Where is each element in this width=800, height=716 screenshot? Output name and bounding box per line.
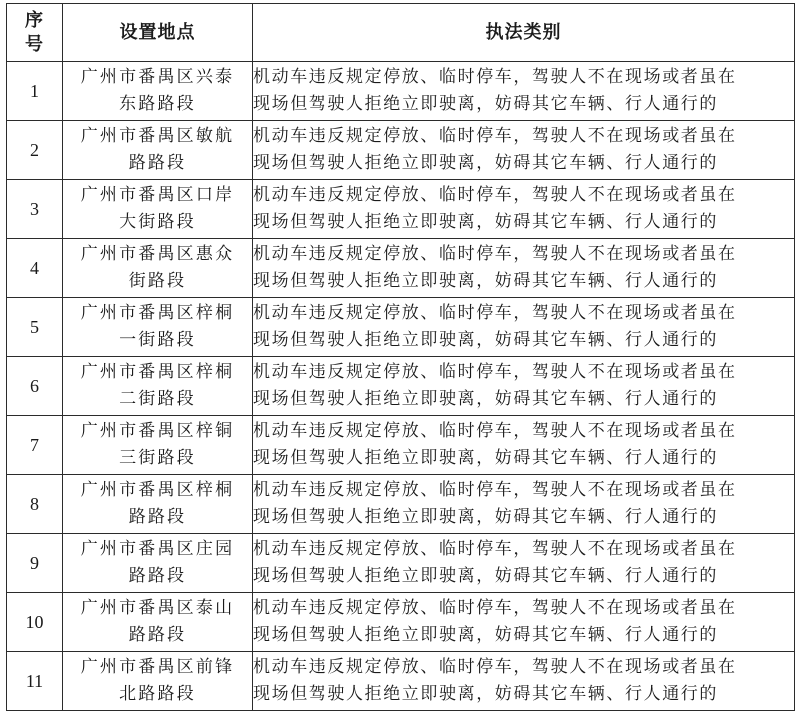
location-cell xyxy=(63,62,253,121)
location-line1: 广州市番禺区兴泰 xyxy=(80,67,235,87)
table-row xyxy=(7,593,795,652)
serial-number-cell: 10 xyxy=(7,593,63,652)
category-line1: 机动车违反规定停放、临时停车，驾驶人不在现场或者虽在 xyxy=(253,598,737,618)
header-serial-line2: 号 xyxy=(25,33,44,55)
serial-number-cell: 5 xyxy=(7,298,63,357)
category-line2: 现场但驾驶人拒绝立即驶离，妨碍其它车辆、行人通行的 xyxy=(253,153,718,173)
serial-number-cell: 1 xyxy=(7,62,63,121)
category-cell xyxy=(253,475,795,534)
category-cell xyxy=(253,534,795,593)
serial-number-cell: 11 xyxy=(7,652,63,711)
category-line1: 机动车违反规定停放、临时停车，驾驶人不在现场或者虽在 xyxy=(253,67,737,87)
header-category: 执法类别 xyxy=(253,4,795,62)
serial-number-cell: 6 xyxy=(7,357,63,416)
location-cell xyxy=(63,475,253,534)
category-line2: 现场但驾驶人拒绝立即驶离，妨碍其它车辆、行人通行的 xyxy=(253,448,718,468)
table-row xyxy=(7,475,795,534)
location-line1: 广州市番禺区泰山 xyxy=(80,598,235,618)
serial-number-cell: 7 xyxy=(7,416,63,475)
location-line1: 广州市番禺区惠众 xyxy=(80,244,235,264)
serial-number-cell: 3 xyxy=(7,180,63,239)
category-cell xyxy=(253,593,795,652)
category-line1: 机动车违反规定停放、临时停车，驾驶人不在现场或者虽在 xyxy=(253,244,737,264)
location-line2: 路路段 xyxy=(128,507,187,527)
header-location: 设置地点 xyxy=(63,4,253,62)
location-cell xyxy=(63,357,253,416)
category-cell xyxy=(253,180,795,239)
location-cell xyxy=(63,298,253,357)
location-line2: 北路路段 xyxy=(119,684,196,704)
serial-number-cell: 4 xyxy=(7,239,63,298)
category-line2: 现场但驾驶人拒绝立即驶离，妨碍其它车辆、行人通行的 xyxy=(253,389,718,409)
location-cell xyxy=(63,534,253,593)
location-line2: 二街路段 xyxy=(119,389,196,409)
category-line2: 现场但驾驶人拒绝立即驶离，妨碍其它车辆、行人通行的 xyxy=(253,625,718,645)
header-serial-number xyxy=(7,4,63,62)
category-line1: 机动车违反规定停放、临时停车，驾驶人不在现场或者虽在 xyxy=(253,657,737,677)
table-row xyxy=(7,180,795,239)
table-header-row xyxy=(7,4,795,62)
table-row xyxy=(7,239,795,298)
location-line1: 广州市番禺区前锋 xyxy=(80,657,235,677)
location-line1: 广州市番禺区口岸 xyxy=(80,185,235,205)
serial-number-cell: 9 xyxy=(7,534,63,593)
category-cell xyxy=(253,652,795,711)
category-line2: 现场但驾驶人拒绝立即驶离，妨碍其它车辆、行人通行的 xyxy=(253,330,718,350)
enforcement-table xyxy=(6,3,795,711)
location-line2: 大街路段 xyxy=(119,212,196,232)
location-cell xyxy=(63,416,253,475)
location-line2: 路路段 xyxy=(128,153,187,173)
location-cell xyxy=(63,121,253,180)
category-line2: 现场但驾驶人拒绝立即驶离，妨碍其它车辆、行人通行的 xyxy=(253,507,718,527)
table-row xyxy=(7,534,795,593)
location-line2: 路路段 xyxy=(128,625,187,645)
category-line2: 现场但驾驶人拒绝立即驶离，妨碍其它车辆、行人通行的 xyxy=(253,684,718,704)
category-line1: 机动车违反规定停放、临时停车，驾驶人不在现场或者虽在 xyxy=(253,362,737,382)
category-line1: 机动车违反规定停放、临时停车，驾驶人不在现场或者虽在 xyxy=(253,480,737,500)
category-cell xyxy=(253,62,795,121)
table-row xyxy=(7,357,795,416)
location-line1: 广州市番禺区梓桐 xyxy=(80,480,235,500)
table-row xyxy=(7,298,795,357)
category-line2: 现场但驾驶人拒绝立即驶离，妨碍其它车辆、行人通行的 xyxy=(253,566,718,586)
serial-number-cell: 8 xyxy=(7,475,63,534)
location-line2: 街路段 xyxy=(128,271,187,291)
category-line1: 机动车违反规定停放、临时停车，驾驶人不在现场或者虽在 xyxy=(253,421,737,441)
location-cell xyxy=(63,180,253,239)
category-line1: 机动车违反规定停放、临时停车，驾驶人不在现场或者虽在 xyxy=(253,539,737,559)
table-row xyxy=(7,121,795,180)
table-row xyxy=(7,62,795,121)
category-line2: 现场但驾驶人拒绝立即驶离，妨碍其它车辆、行人通行的 xyxy=(253,212,718,232)
category-cell xyxy=(253,239,795,298)
table-row xyxy=(7,416,795,475)
serial-number-cell: 2 xyxy=(7,121,63,180)
location-line2: 一街路段 xyxy=(119,330,196,350)
location-cell xyxy=(63,652,253,711)
table-row xyxy=(7,652,795,711)
category-line1: 机动车违反规定停放、临时停车，驾驶人不在现场或者虽在 xyxy=(253,185,737,205)
location-cell xyxy=(63,593,253,652)
location-line2: 路路段 xyxy=(128,566,187,586)
category-cell xyxy=(253,121,795,180)
category-cell xyxy=(253,298,795,357)
table-body xyxy=(7,62,795,711)
location-line1: 广州市番禺区庄园 xyxy=(80,539,235,559)
location-line1: 广州市番禺区梓铜 xyxy=(80,421,235,441)
location-line2: 东路路段 xyxy=(119,94,196,114)
category-cell xyxy=(253,357,795,416)
category-cell xyxy=(253,416,795,475)
location-line1: 广州市番禺区梓桐 xyxy=(80,362,235,382)
location-line1: 广州市番禺区敏航 xyxy=(80,126,235,146)
location-line1: 广州市番禺区梓桐 xyxy=(80,303,235,323)
category-line2: 现场但驾驶人拒绝立即驶离，妨碍其它车辆、行人通行的 xyxy=(253,94,718,114)
category-line1: 机动车违反规定停放、临时停车，驾驶人不在现场或者虽在 xyxy=(253,303,737,323)
location-line2: 三街路段 xyxy=(119,448,196,468)
category-line2: 现场但驾驶人拒绝立即驶离，妨碍其它车辆、行人通行的 xyxy=(253,271,718,291)
location-cell xyxy=(63,239,253,298)
category-line1: 机动车违反规定停放、临时停车，驾驶人不在现场或者虽在 xyxy=(253,126,737,146)
header-serial-line1: 序 xyxy=(25,9,44,31)
